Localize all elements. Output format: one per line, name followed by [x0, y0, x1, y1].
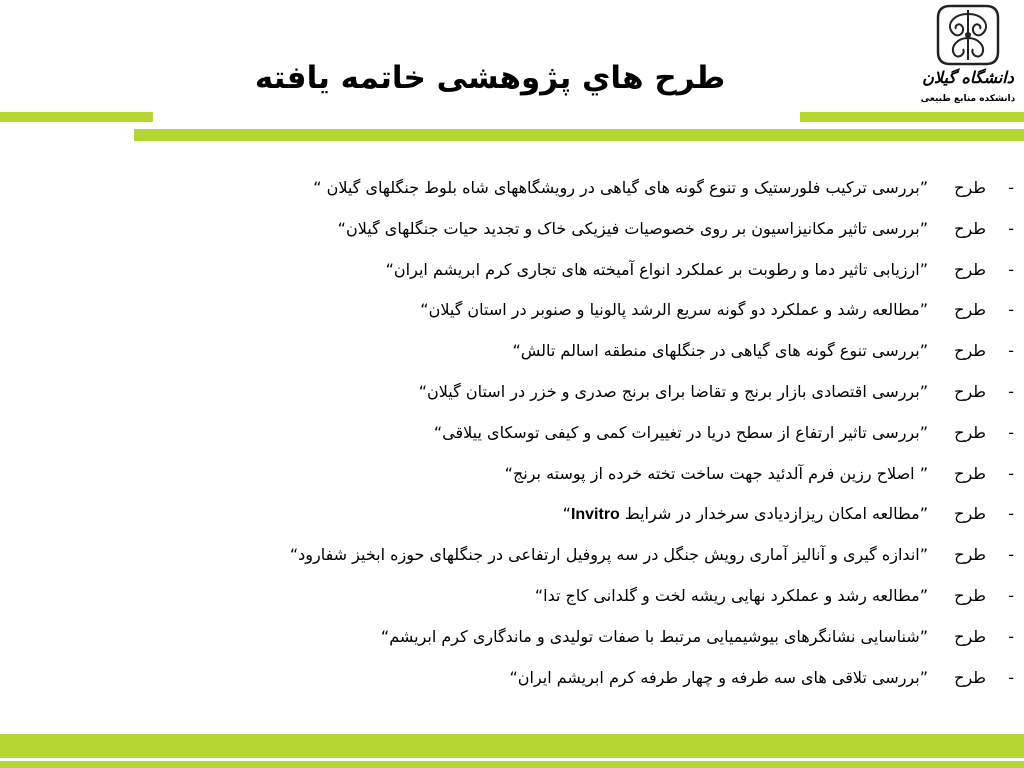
project-title-text: ”بررسی اقتصادی بازار برنج و تقاضا برای برنج صدری و خزر در استان گیلان“ — [418, 381, 928, 401]
bullet-marker: - — [1008, 218, 1014, 238]
bullet-marker: - — [1008, 259, 1014, 279]
list-item — [150, 626, 1016, 667]
bullet-marker: - — [1008, 585, 1014, 605]
project-title-tail: “ — [562, 504, 571, 524]
project-title-text: ”شناسایی نشانگرهای بیوشیمیایی مرتبط با صفات تولیدی و ماندگاری کرم ابریشم“ — [380, 626, 928, 646]
project-title — [150, 544, 928, 566]
project-title — [150, 299, 928, 321]
project-title — [150, 667, 928, 689]
header-divider-right — [800, 112, 1024, 122]
bullet-marker: - — [1008, 341, 1014, 361]
project-title — [150, 626, 928, 648]
project-prefix: طرح — [954, 626, 986, 646]
list-item — [150, 667, 1016, 708]
list-item — [150, 340, 1016, 381]
project-title-text: ”بررسی تنوع گونه های گیاهی در جنگلهای منطقه اسالم تالش“ — [512, 341, 928, 361]
project-prefix: طرح — [954, 545, 986, 565]
bullet-marker: - — [1008, 178, 1014, 197]
project-title-text: ” اصلاح رزین فرم آلدئید جهت ساخت تخته خرده از پوسته برنج“ — [504, 463, 928, 483]
project-prefix: طرح — [954, 667, 986, 687]
list-item — [150, 544, 1016, 585]
project-title — [150, 463, 928, 485]
project-prefix: طرح — [954, 300, 986, 320]
project-title-text: ”بررسی تاثیر ارتفاع از سطح دریا در تغییرات کمی و کیفی توسکای ییلاقی“ — [433, 422, 928, 442]
footer-bar-thin — [0, 761, 1024, 768]
logo-faculty-name: دانشکده منابع طبیعی — [920, 94, 1016, 104]
project-title-text: ”مطالعه امکان ریزازدیادی سرخدار در شرایط — [619, 504, 928, 524]
project-prefix: طرح — [954, 259, 986, 279]
project-title — [150, 422, 928, 444]
list-item — [150, 218, 1016, 259]
list-item — [150, 259, 1016, 300]
project-prefix: طرح — [954, 463, 986, 483]
project-prefix: طرح — [954, 504, 986, 524]
project-title — [150, 585, 928, 607]
list-item — [150, 585, 1016, 626]
project-prefix: طرح — [954, 381, 986, 401]
project-title — [150, 218, 928, 240]
logo-university-name: دانشگاه گیلان — [922, 68, 1014, 87]
project-title — [150, 381, 928, 403]
project-title — [150, 503, 928, 526]
project-prefix: طرح — [954, 218, 986, 238]
project-prefix: طرح — [954, 422, 986, 442]
bullet-marker: - — [1008, 504, 1014, 524]
project-prefix: طرح — [954, 585, 986, 605]
page-title: طرح هاي پژوهشی خاتمه یافته — [254, 60, 726, 96]
project-list — [150, 177, 1016, 707]
list-item — [150, 503, 1016, 544]
project-title-text: ”بررسی ترکیب فلورستیک و تنوع گونه های گیاهی در رویشگاههای شاه بلوط جنگلهای گیلان “ — [313, 178, 928, 197]
bullet-marker: - — [1008, 300, 1014, 320]
project-title-text: ”مطالعه رشد و عملکرد دو گونه سریع الرشد پالونیا و صنوبر در استان گیلان“ — [420, 300, 928, 320]
project-title-text: ”بررسی تلاقی های سه طرفه و چهار طرفه کرم ابریشم ایران“ — [509, 667, 928, 687]
header-divider-left — [0, 112, 153, 122]
bullet-marker: - — [1008, 545, 1014, 565]
university-emblem-icon — [936, 4, 1000, 66]
project-prefix: طرح — [954, 341, 986, 361]
project-title — [150, 177, 928, 199]
project-title-latin: Invitro — [570, 506, 620, 524]
university-logo — [914, 2, 1022, 110]
project-title-text: ”ارزیابی تاثیر دما و رطوبت بر عملکرد انواع آمیخته های تجاری کرم ابریشم ایران“ — [385, 259, 928, 279]
bullet-marker: - — [1008, 667, 1014, 687]
project-title — [150, 259, 928, 281]
project-title-text: ”مطالعه رشد و عملکرد نهایی ریشه لخت و گلدانی کاج تدا“ — [534, 585, 928, 605]
list-item — [150, 422, 1016, 463]
list-item — [150, 177, 1016, 218]
list-item — [150, 299, 1016, 340]
project-prefix: طرح — [954, 178, 986, 197]
bullet-marker: - — [1008, 626, 1014, 646]
bullet-marker: - — [1008, 463, 1014, 483]
project-title-text: ”اندازه گیری و آنالیز آماری رویش جنگل در سه پروفیل ارتفاعی در جنگلهای حوزه ابخیز شفارود“ — [289, 545, 928, 565]
project-title-text: ”بررسی تاثیر مکانیزاسیون بر روی خصوصیات فیزیکی خاک و تجدید حیات جنگلهای گیلان“ — [337, 218, 928, 238]
footer-bar — [0, 734, 1024, 758]
bullet-marker: - — [1008, 422, 1014, 442]
header-divider-main — [134, 129, 1024, 141]
list-item — [150, 463, 1016, 504]
bullet-marker: - — [1008, 381, 1014, 401]
project-title — [150, 340, 928, 362]
list-item — [150, 381, 1016, 422]
